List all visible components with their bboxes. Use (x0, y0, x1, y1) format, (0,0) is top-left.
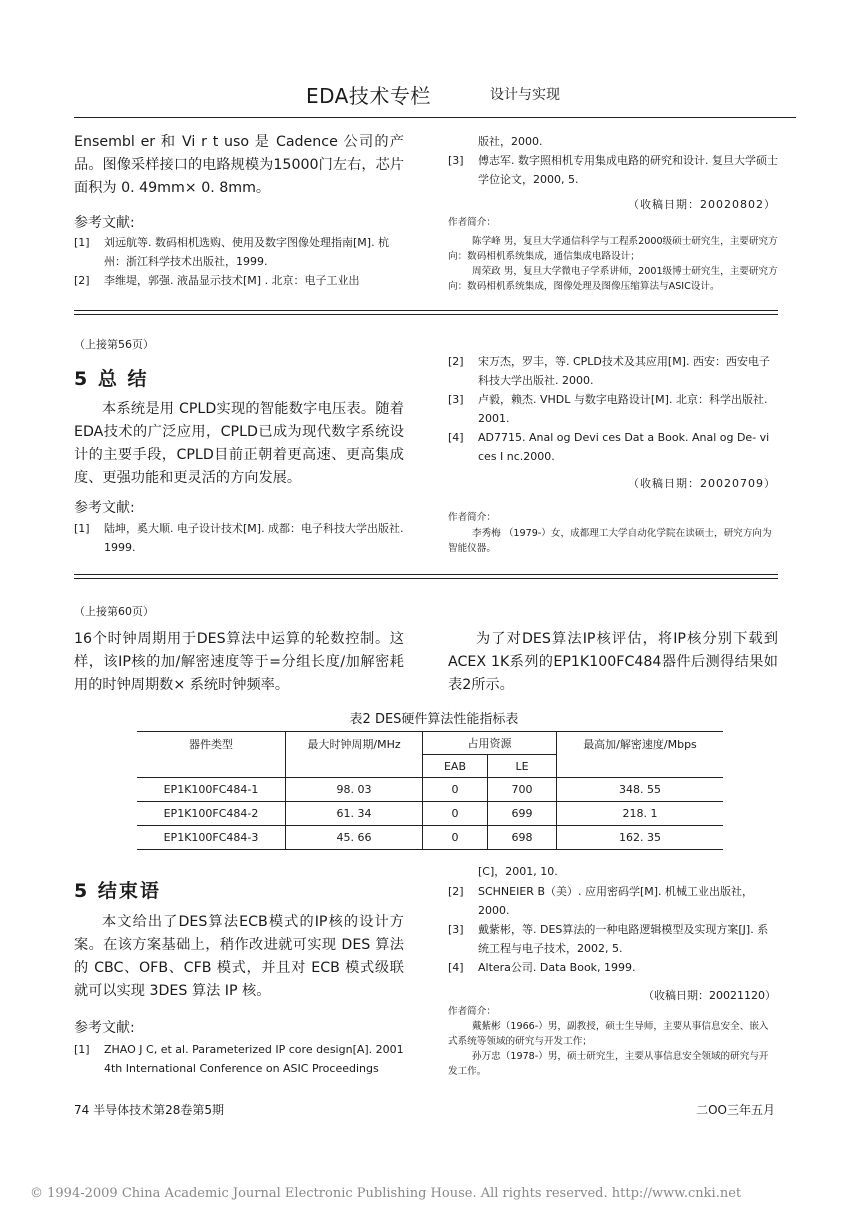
author-bio: 戴紫彬（1966-）男，副教授，硕士生导师，主要从事信息安全、嵌入式系统等领域的研究与开发工作； (448, 1021, 769, 1047)
page-footer-journal: 74 半导体技术第28卷第5期 (74, 1103, 224, 1117)
bottom-refs-heading: 参考文献: (74, 1020, 135, 1036)
ref-item: [2] 宋万杰，罗丰，等. CPLD技术及其应用[M]. 西安：西安电子科技大学出版社. 2000. (448, 355, 770, 387)
cell-speed: 348. 55 (619, 783, 661, 796)
ref-item: [3] 戴紫彬，等. DES算法的一种电路逻辑模型及实现方案[J]. 系统工程与电子技术，2002, 5. (448, 923, 769, 955)
bottom-section-title: 5 结束语 (74, 880, 161, 902)
des-performance-table (137, 731, 723, 850)
top-received-date: （收稿日期：20020802） (628, 198, 776, 211)
th-le: LE (488, 755, 557, 778)
th-max-speed: 最高加/解密速度/Mbps (583, 738, 697, 751)
cell-clock: 98. 03 (286, 778, 423, 802)
table-row (137, 802, 723, 826)
column-subtitle: 设计与实现 (490, 87, 560, 103)
cell-eab: 0 (423, 802, 488, 826)
bottom-author-heading: 作者简介： (448, 1006, 496, 1017)
ref-item: [2] 李维堤，郭强. 液晶显示技术[M] . 北京：电子工业出 (74, 274, 360, 287)
author-bio: 李秀梅 （1979-）女，成都理工大学自动化学院在读硕士，研究方向为智能仪器。 (448, 528, 772, 554)
bottom-left-text: 16个时钟周期用于DES算法中运算的轮数控制。这样，该IP核的加/解密速度等于=分组长度/加解密耗用的时钟周期数× 系统时钟频率。 (74, 631, 404, 693)
author-bio: 周荣政 男，复旦大学微电子学系讲师，2001级博士研究生，主要研究方向：数码相机系统集成，图像处理及图像压缩算法与ASIC设计。 (448, 266, 778, 292)
th-resources: 占用资源 (423, 732, 557, 755)
cell-clock: 45. 66 (286, 826, 423, 850)
th-max-clock: 最大时钟周期/MHz (286, 732, 423, 778)
section-divider (74, 310, 778, 315)
cell-le: 699 (488, 802, 557, 826)
cell-eab: 0 (423, 778, 488, 802)
ref-item: [2] SCHNEIER B（美）. 应用密码学[M]. 机械工业出版社，2000. (448, 885, 754, 917)
ref-item: [1] 刘远航等. 数码相机选购、使用及数字图像处理指南[M]. 杭州：浙江科学技术出版社，1999. (74, 236, 390, 268)
author-bio: 孙万忠（1978-）男，硕士研究生，主要从事信息安全领域的研究与开发工作。 (448, 1051, 769, 1077)
mid-continued: （上接第56页） (74, 338, 154, 351)
table-row (137, 778, 723, 802)
mid-section-title: 5 总 结 (74, 368, 149, 390)
cell-speed: 162. 35 (619, 831, 661, 844)
th-eab: EAB (423, 755, 488, 778)
cell-device: EP1K100FC484-3 (137, 826, 286, 850)
mid-author-heading: 作者简介： (448, 512, 496, 523)
ref-item: [4] AD7715. Anal og Devi ces Dat a Book. Anal og De- vi ces I nc.2000. (448, 431, 770, 463)
bottom-right-refs (448, 882, 778, 977)
ref-item: [3] 傅志军. 数字照相机专用集成电路的研究和设计. 复旦大学硕士学位论文，2000, 5. (448, 154, 778, 186)
mid-left-refs (74, 519, 404, 557)
cell-device: EP1K100FC484-2 (137, 802, 286, 826)
cell-le: 700 (488, 778, 557, 802)
copyright-notice: © 1994-2009 China Academic Journal Electronic Publishing House. All rights reserved. http://www.cnki.net (30, 1186, 742, 1201)
cell-eab: 0 (423, 826, 488, 850)
bottom-continued: （上接第60页） (74, 605, 154, 618)
cell-le: 698 (488, 826, 557, 850)
bottom-authors (448, 1019, 778, 1079)
mid-body: 本系统是用 CPLD实现的智能数字电压表。随着 EDA技术的广泛应用，CPLD已成为现代数字系统设计的主要手段，CPLD目前正朝着更高速、更高集成度、更强功能和更灵活的方向发展。 (74, 401, 404, 486)
ref-item: [4] Altera公司. Data Book, 1999. (448, 961, 636, 974)
header-rule (74, 117, 796, 118)
cell-clock: 61. 34 (286, 802, 423, 826)
mid-received-date: （收稿日期：20020709） (628, 477, 776, 490)
bottom-body: 本文给出了DES算法ECB模式的IP核的设计方案。在该方案基础上，稍作改进就可实现 DES 算法的 CBC、OFB、CFB 模式，并且对 ECB 模式级联就可以实现 3DES 算法 IP 核。 (74, 914, 404, 999)
top-refs-heading: 参考文献: (74, 215, 135, 231)
bottom-right-text: 为了对DES算法IP核评估，将IP核分别下载到ACEX 1K系列的EP1K100FC484器件后测得结果如表2所示。 (448, 631, 778, 693)
ref-item: [3] 卢毅，赖杰. VHDL 与数字电路设计[M]. 北京：科学出版社. 2001. (448, 393, 768, 425)
th-device: 器件类型 (137, 732, 286, 778)
top-author-heading: 作者简介： (448, 217, 496, 228)
top-right-refs (448, 151, 778, 189)
ref-item: [1] ZHAO J C, et al. Parameterized IP core design[A]. 2001 4th International Conference on ASIC Proceedings (74, 1043, 404, 1075)
section-divider (74, 574, 778, 579)
bottom-received-date: （收稿日期：20021120） (643, 989, 776, 1002)
ref-item: [1] 陆坤，奚大顺. 电子设计技术[M]. 成都：电子科技大学出版社. 1999. (74, 522, 404, 554)
mid-right-refs (448, 352, 778, 466)
author-bio: 陈学峰 男，复旦大学通信科学与工程系2000级硕士研究生，主要研究方向：数码相机系统集成，通信集成电路设计； (448, 236, 778, 262)
cell-device: EP1K100FC484-1 (137, 778, 286, 802)
top-left-refs (74, 233, 404, 290)
table-row (137, 826, 723, 850)
cell-speed: 218. 1 (622, 807, 658, 820)
mid-refs-heading: 参考文献: (74, 500, 135, 516)
mid-authors (448, 526, 778, 556)
bottom-right-continued: [C]，2001, 10. (478, 865, 558, 878)
top-authors (448, 234, 778, 294)
bottom-left-refs (74, 1040, 404, 1078)
column-title: EDA技术专栏 (306, 84, 431, 108)
table-caption: 表2 DES硬件算法性能指标表 (349, 712, 519, 727)
page-footer-date: 二OO三年五月 (696, 1103, 775, 1117)
top-left-text: Ensembl er 和 Vi r t uso 是 Cadence 公司的产品。图像采样接口的电路规模为15000门左右，芯片面积为 0. 49mm× 0. 8mm。 (74, 134, 404, 196)
top-right-continued: 版社，2000. (478, 135, 543, 148)
